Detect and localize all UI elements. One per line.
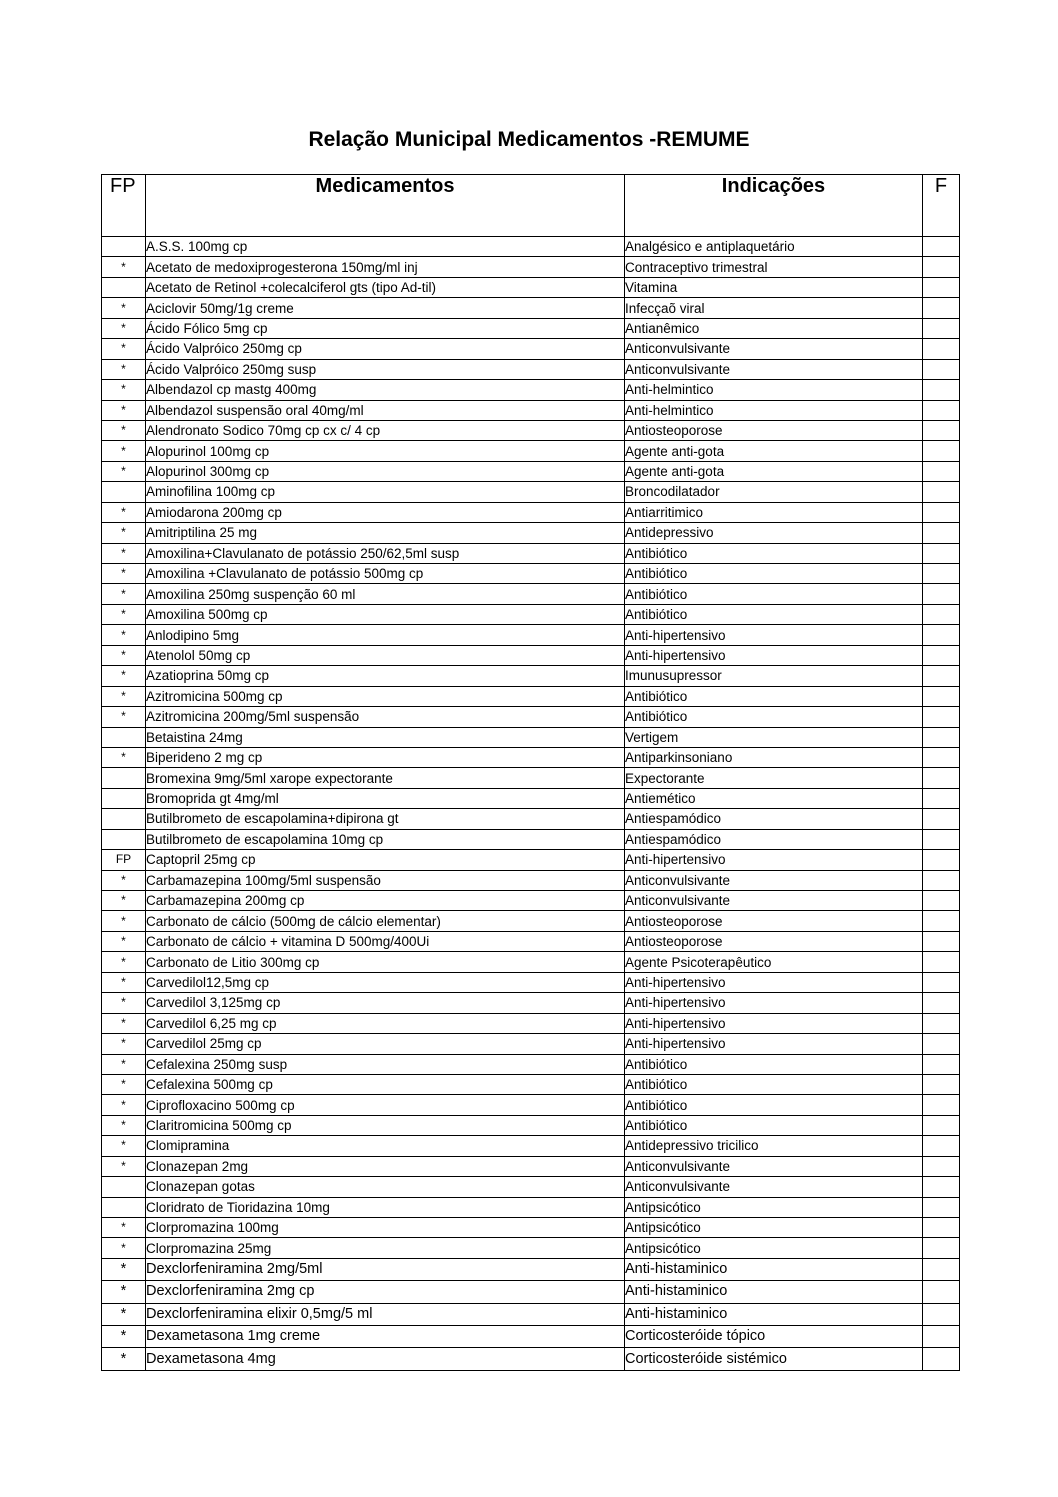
cell-fp: *	[102, 502, 146, 522]
cell-medicamento: Carvedilol 25mg cp	[146, 1034, 625, 1054]
cell-medicamento: Amoxilina +Clavulanato de potássio 500mg cp	[146, 564, 625, 584]
cell-medicamento: Acetato de Retinol +colecalciferol gts (tipo Ad-til)	[146, 277, 625, 297]
cell-medicamento: Carbonato de cálcio (500mg de cálcio elementar)	[146, 911, 625, 931]
header-f: F	[923, 175, 960, 237]
table-row	[102, 1326, 960, 1348]
table-row	[102, 1156, 960, 1176]
cell-fp: *	[102, 645, 146, 665]
cell-indicacao: Anti-hipertensivo	[625, 625, 923, 645]
cell-fp	[102, 727, 146, 747]
cell-medicamento: Azatioprina 50mg cp	[146, 666, 625, 686]
cell-medicamento: A.S.S. 100mg cp	[146, 237, 625, 257]
cell-medicamento: Dexametasona 1mg creme	[146, 1326, 625, 1348]
cell-medicamento: Anlodipino 5mg	[146, 625, 625, 645]
header-indicacoes: Indicações	[625, 175, 923, 237]
cell-medicamento: Ácido Valpróico 250mg susp	[146, 359, 625, 379]
table-row	[102, 666, 960, 686]
cell-f	[923, 870, 960, 890]
cell-medicamento: Butilbrometo de escapolamina 10mg cp	[146, 829, 625, 849]
cell-medicamento: Cefalexina 500mg cp	[146, 1074, 625, 1094]
cell-fp: *	[102, 1156, 146, 1176]
cell-indicacao: Antipsicótico	[625, 1238, 923, 1258]
cell-f	[923, 1156, 960, 1176]
table-row	[102, 564, 960, 584]
cell-f	[923, 1177, 960, 1197]
cell-indicacao: Antibiótico	[625, 604, 923, 624]
cell-medicamento: Carbonato de cálcio + vitamina D 500mg/400Ui	[146, 931, 625, 951]
table-row	[102, 707, 960, 727]
cell-f	[923, 339, 960, 359]
table-row	[102, 1238, 960, 1258]
cell-f	[923, 666, 960, 686]
cell-indicacao: Anticonvulsivante	[625, 1156, 923, 1176]
cell-fp: *	[102, 952, 146, 972]
cell-fp: *	[102, 359, 146, 379]
cell-indicacao: Vitamina	[625, 277, 923, 297]
table-row	[102, 1348, 960, 1370]
cell-f	[923, 400, 960, 420]
cell-medicamento: Ácido Valpróico 250mg cp	[146, 339, 625, 359]
cell-f	[923, 1197, 960, 1217]
cell-medicamento: Carbamazepina 100mg/5ml suspensão	[146, 870, 625, 890]
table-row	[102, 441, 960, 461]
table-row	[102, 1258, 960, 1280]
cell-indicacao: Anti-helmintico	[625, 400, 923, 420]
cell-fp: *	[102, 993, 146, 1013]
cell-medicamento: Dexametasona 4mg	[146, 1348, 625, 1370]
cell-medicamento: Carvedilol 3,125mg cp	[146, 993, 625, 1013]
cell-fp: *	[102, 1136, 146, 1156]
cell-indicacao: Anti-helmintico	[625, 380, 923, 400]
table-row	[102, 543, 960, 563]
cell-f	[923, 502, 960, 522]
cell-medicamento: Azitromicina 500mg cp	[146, 686, 625, 706]
cell-fp	[102, 1197, 146, 1217]
table-row	[102, 523, 960, 543]
table-row	[102, 1034, 960, 1054]
cell-indicacao: Corticosteróide tópico	[625, 1326, 923, 1348]
cell-fp: *	[102, 686, 146, 706]
cell-medicamento: Alopurinol 100mg cp	[146, 441, 625, 461]
cell-medicamento: Claritromicina 500mg cp	[146, 1115, 625, 1135]
cell-f	[923, 523, 960, 543]
cell-fp: FP	[102, 850, 146, 870]
cell-indicacao: Contraceptivo trimestral	[625, 257, 923, 277]
cell-medicamento: Alendronato Sodico 70mg cp cx c/ 4 cp	[146, 420, 625, 440]
cell-medicamento: Carbamazepina 200mg cp	[146, 891, 625, 911]
cell-indicacao: Antiarritimico	[625, 502, 923, 522]
cell-f	[923, 1281, 960, 1303]
cell-medicamento: Butilbrometo de escapolamina+dipirona gt	[146, 809, 625, 829]
cell-fp: *	[102, 1074, 146, 1094]
cell-medicamento: Clorpromazina 25mg	[146, 1238, 625, 1258]
cell-medicamento: Acetato de medoxiprogesterona 150mg/ml inj	[146, 257, 625, 277]
table-row	[102, 952, 960, 972]
cell-f	[923, 1095, 960, 1115]
cell-f	[923, 707, 960, 727]
table-row	[102, 1218, 960, 1238]
cell-fp: *	[102, 380, 146, 400]
cell-fp: *	[102, 911, 146, 931]
cell-medicamento: Cloridrato de Tioridazina 10mg	[146, 1197, 625, 1217]
cell-f	[923, 564, 960, 584]
cell-fp	[102, 788, 146, 808]
cell-medicamento: Captopril 25mg cp	[146, 850, 625, 870]
table-row	[102, 1095, 960, 1115]
table-row	[102, 298, 960, 318]
table-row	[102, 257, 960, 277]
cell-indicacao: Corticosteróide sistémico	[625, 1348, 923, 1370]
cell-fp	[102, 829, 146, 849]
cell-medicamento: Bromexina 9mg/5ml xarope expectorante	[146, 768, 625, 788]
cell-medicamento: Alopurinol 300mg cp	[146, 461, 625, 481]
cell-fp: *	[102, 564, 146, 584]
cell-f	[923, 1348, 960, 1370]
cell-indicacao: Antidepressivo	[625, 523, 923, 543]
table-row	[102, 829, 960, 849]
cell-f	[923, 441, 960, 461]
cell-medicamento: Dexclorfeniramina 2mg cp	[146, 1281, 625, 1303]
cell-indicacao: Antibiótico	[625, 686, 923, 706]
cell-medicamento: Atenolol 50mg cp	[146, 645, 625, 665]
table-row	[102, 277, 960, 297]
cell-indicacao: Vertigem	[625, 727, 923, 747]
cell-fp: *	[102, 1258, 146, 1280]
cell-medicamento: Bromoprida gt 4mg/ml	[146, 788, 625, 808]
cell-indicacao: Antidepressivo tricilico	[625, 1136, 923, 1156]
cell-indicacao: Broncodilatador	[625, 482, 923, 502]
cell-fp: *	[102, 1303, 146, 1325]
cell-medicamento: Amoxilina 250mg suspenção 60 ml	[146, 584, 625, 604]
cell-f	[923, 891, 960, 911]
cell-f	[923, 911, 960, 931]
cell-indicacao: Agente Psicoterapêutico	[625, 952, 923, 972]
cell-medicamento: Clorpromazina 100mg	[146, 1218, 625, 1238]
cell-fp: *	[102, 298, 146, 318]
table-row	[102, 727, 960, 747]
table-row	[102, 1013, 960, 1033]
cell-medicamento: Dexclorfeniramina 2mg/5ml	[146, 1258, 625, 1280]
cell-f	[923, 768, 960, 788]
remume-table	[101, 174, 960, 1371]
cell-indicacao: Anticonvulsivante	[625, 1177, 923, 1197]
table-row	[102, 359, 960, 379]
cell-f	[923, 461, 960, 481]
cell-f	[923, 645, 960, 665]
table-row	[102, 686, 960, 706]
cell-fp: *	[102, 972, 146, 992]
cell-medicamento: Clomipramina	[146, 1136, 625, 1156]
table-row	[102, 809, 960, 829]
header-medicamentos: Medicamentos	[146, 175, 625, 237]
cell-medicamento: Amoxilina 500mg cp	[146, 604, 625, 624]
table-row	[102, 850, 960, 870]
cell-fp: *	[102, 1218, 146, 1238]
cell-indicacao: Agente anti-gota	[625, 441, 923, 461]
cell-f	[923, 1218, 960, 1238]
table-row	[102, 461, 960, 481]
cell-indicacao: Antipsicótico	[625, 1218, 923, 1238]
cell-fp	[102, 482, 146, 502]
cell-f	[923, 1115, 960, 1135]
table-row	[102, 1281, 960, 1303]
cell-indicacao: Analgésico e antiplaquetário	[625, 237, 923, 257]
cell-indicacao: Antiemético	[625, 788, 923, 808]
cell-indicacao: Antibiótico	[625, 543, 923, 563]
cell-fp: *	[102, 257, 146, 277]
cell-f	[923, 380, 960, 400]
table-row	[102, 339, 960, 359]
table-row	[102, 604, 960, 624]
cell-medicamento: Ácido Fólico 5mg cp	[146, 318, 625, 338]
cell-f	[923, 747, 960, 767]
cell-f	[923, 1054, 960, 1074]
cell-fp: *	[102, 891, 146, 911]
cell-fp: *	[102, 318, 146, 338]
table-row	[102, 1303, 960, 1325]
cell-indicacao: Anti-hipertensivo	[625, 993, 923, 1013]
cell-indicacao: Antiosteoporose	[625, 931, 923, 951]
cell-fp	[102, 768, 146, 788]
cell-indicacao: Antibiótico	[625, 584, 923, 604]
cell-fp: *	[102, 400, 146, 420]
cell-f	[923, 809, 960, 829]
cell-medicamento: Carvedilol 6,25 mg cp	[146, 1013, 625, 1033]
cell-f	[923, 543, 960, 563]
cell-f	[923, 993, 960, 1013]
cell-indicacao: Anti-hipertensivo	[625, 645, 923, 665]
cell-indicacao: Imunusupressor	[625, 666, 923, 686]
cell-medicamento: Dexclorfeniramina elixir 0,5mg/5 ml	[146, 1303, 625, 1325]
cell-fp: *	[102, 1095, 146, 1115]
cell-f	[923, 257, 960, 277]
cell-fp: *	[102, 543, 146, 563]
cell-indicacao: Antibiótico	[625, 1095, 923, 1115]
table-row	[102, 931, 960, 951]
cell-fp: *	[102, 420, 146, 440]
cell-indicacao: Anti-hipertensivo	[625, 1034, 923, 1054]
cell-indicacao: Antiosteoporose	[625, 911, 923, 931]
cell-f	[923, 788, 960, 808]
table-row	[102, 237, 960, 257]
cell-indicacao: Antipsicótico	[625, 1197, 923, 1217]
header-fp: FP	[102, 175, 146, 237]
cell-fp: *	[102, 584, 146, 604]
cell-fp: *	[102, 1013, 146, 1033]
cell-f	[923, 420, 960, 440]
table-row	[102, 625, 960, 645]
cell-f	[923, 584, 960, 604]
table-row	[102, 891, 960, 911]
table-row	[102, 1074, 960, 1094]
cell-indicacao: Infecçaõ viral	[625, 298, 923, 318]
cell-fp	[102, 1177, 146, 1197]
cell-f	[923, 952, 960, 972]
cell-medicamento: Carvedilol12,5mg cp	[146, 972, 625, 992]
cell-indicacao: Agente anti-gota	[625, 461, 923, 481]
cell-indicacao: Anti-hipertensivo	[625, 1013, 923, 1033]
cell-indicacao: Anti-hipertensivo	[625, 972, 923, 992]
table-row	[102, 420, 960, 440]
cell-fp	[102, 237, 146, 257]
cell-medicamento: Biperideno 2 mg cp	[146, 747, 625, 767]
table-row	[102, 1197, 960, 1217]
table-row	[102, 482, 960, 502]
cell-medicamento: Albendazol suspensão oral 40mg/ml	[146, 400, 625, 420]
cell-indicacao: Antianêmico	[625, 318, 923, 338]
table-row	[102, 380, 960, 400]
cell-fp: *	[102, 666, 146, 686]
table-header-row	[102, 175, 960, 237]
cell-f	[923, 1258, 960, 1280]
cell-indicacao: Antibiótico	[625, 1115, 923, 1135]
cell-f	[923, 1303, 960, 1325]
cell-medicamento: Cefalexina 250mg susp	[146, 1054, 625, 1074]
page-title: Relação Municipal Medicamentos -REMUME	[308, 128, 750, 151]
cell-medicamento: Ciprofloxacino 500mg cp	[146, 1095, 625, 1115]
cell-fp	[102, 277, 146, 297]
table-row	[102, 1136, 960, 1156]
cell-indicacao: Anticonvulsivante	[625, 339, 923, 359]
cell-f	[923, 727, 960, 747]
cell-indicacao: Antibiótico	[625, 1054, 923, 1074]
cell-fp: *	[102, 339, 146, 359]
cell-medicamento: Clonazepan gotas	[146, 1177, 625, 1197]
cell-fp: *	[102, 1326, 146, 1348]
cell-medicamento: Albendazol cp mastg 400mg	[146, 380, 625, 400]
cell-fp: *	[102, 1348, 146, 1370]
cell-f	[923, 686, 960, 706]
cell-medicamento: Amitriptilina 25 mg	[146, 523, 625, 543]
cell-f	[923, 482, 960, 502]
cell-medicamento: Carbonato de Litio 300mg cp	[146, 952, 625, 972]
cell-f	[923, 972, 960, 992]
table-row	[102, 645, 960, 665]
cell-fp	[102, 809, 146, 829]
cell-indicacao: Anti-histaminico	[625, 1258, 923, 1280]
table-row	[102, 502, 960, 522]
table-row	[102, 972, 960, 992]
cell-indicacao: Anti-hipertensivo	[625, 850, 923, 870]
cell-fp: *	[102, 1115, 146, 1135]
cell-f	[923, 359, 960, 379]
table-row	[102, 1054, 960, 1074]
cell-indicacao: Antibiótico	[625, 707, 923, 727]
cell-f	[923, 829, 960, 849]
cell-fp: *	[102, 1034, 146, 1054]
cell-f	[923, 1013, 960, 1033]
table-row	[102, 747, 960, 767]
cell-f	[923, 1136, 960, 1156]
table-row	[102, 584, 960, 604]
cell-f	[923, 318, 960, 338]
cell-f	[923, 931, 960, 951]
table-row	[102, 993, 960, 1013]
cell-medicamento: Amoxilina+Clavulanato de potássio 250/62,5ml susp	[146, 543, 625, 563]
cell-medicamento: Clonazepan 2mg	[146, 1156, 625, 1176]
cell-indicacao: Anti-histaminico	[625, 1281, 923, 1303]
cell-fp: *	[102, 625, 146, 645]
cell-fp: *	[102, 441, 146, 461]
cell-medicamento: Betaistina 24mg	[146, 727, 625, 747]
cell-fp: *	[102, 461, 146, 481]
cell-indicacao: Antiespamódico	[625, 829, 923, 849]
cell-fp: *	[102, 707, 146, 727]
cell-f	[923, 1034, 960, 1054]
cell-fp: *	[102, 1238, 146, 1258]
cell-fp: *	[102, 523, 146, 543]
cell-f	[923, 850, 960, 870]
cell-f	[923, 625, 960, 645]
cell-indicacao: Anticonvulsivante	[625, 359, 923, 379]
table-row	[102, 1115, 960, 1135]
cell-f	[923, 237, 960, 257]
cell-medicamento: Amiodarona 200mg cp	[146, 502, 625, 522]
cell-indicacao: Antiparkinsoniano	[625, 747, 923, 767]
cell-indicacao: Anticonvulsivante	[625, 891, 923, 911]
table-row	[102, 911, 960, 931]
cell-indicacao: Antibiótico	[625, 1074, 923, 1094]
cell-indicacao: Expectorante	[625, 768, 923, 788]
table-row	[102, 400, 960, 420]
table-row	[102, 870, 960, 890]
cell-indicacao: Antiosteoporose	[625, 420, 923, 440]
cell-f	[923, 1074, 960, 1094]
cell-fp: *	[102, 1054, 146, 1074]
cell-f	[923, 277, 960, 297]
table-row	[102, 318, 960, 338]
cell-fp: *	[102, 747, 146, 767]
table-row	[102, 1177, 960, 1197]
cell-medicamento: Aciclovir 50mg/1g creme	[146, 298, 625, 318]
cell-indicacao: Antiespamódico	[625, 809, 923, 829]
cell-f	[923, 1326, 960, 1348]
cell-f	[923, 298, 960, 318]
cell-indicacao: Anti-histaminico	[625, 1303, 923, 1325]
cell-indicacao: Antibiótico	[625, 564, 923, 584]
cell-indicacao: Anticonvulsivante	[625, 870, 923, 890]
cell-medicamento: Aminofilina 100mg cp	[146, 482, 625, 502]
cell-fp: *	[102, 1281, 146, 1303]
cell-fp: *	[102, 870, 146, 890]
cell-fp: *	[102, 931, 146, 951]
table-row	[102, 788, 960, 808]
cell-f	[923, 604, 960, 624]
cell-medicamento: Azitromicina 200mg/5ml suspensão	[146, 707, 625, 727]
cell-f	[923, 1238, 960, 1258]
table-row	[102, 768, 960, 788]
cell-fp: *	[102, 604, 146, 624]
